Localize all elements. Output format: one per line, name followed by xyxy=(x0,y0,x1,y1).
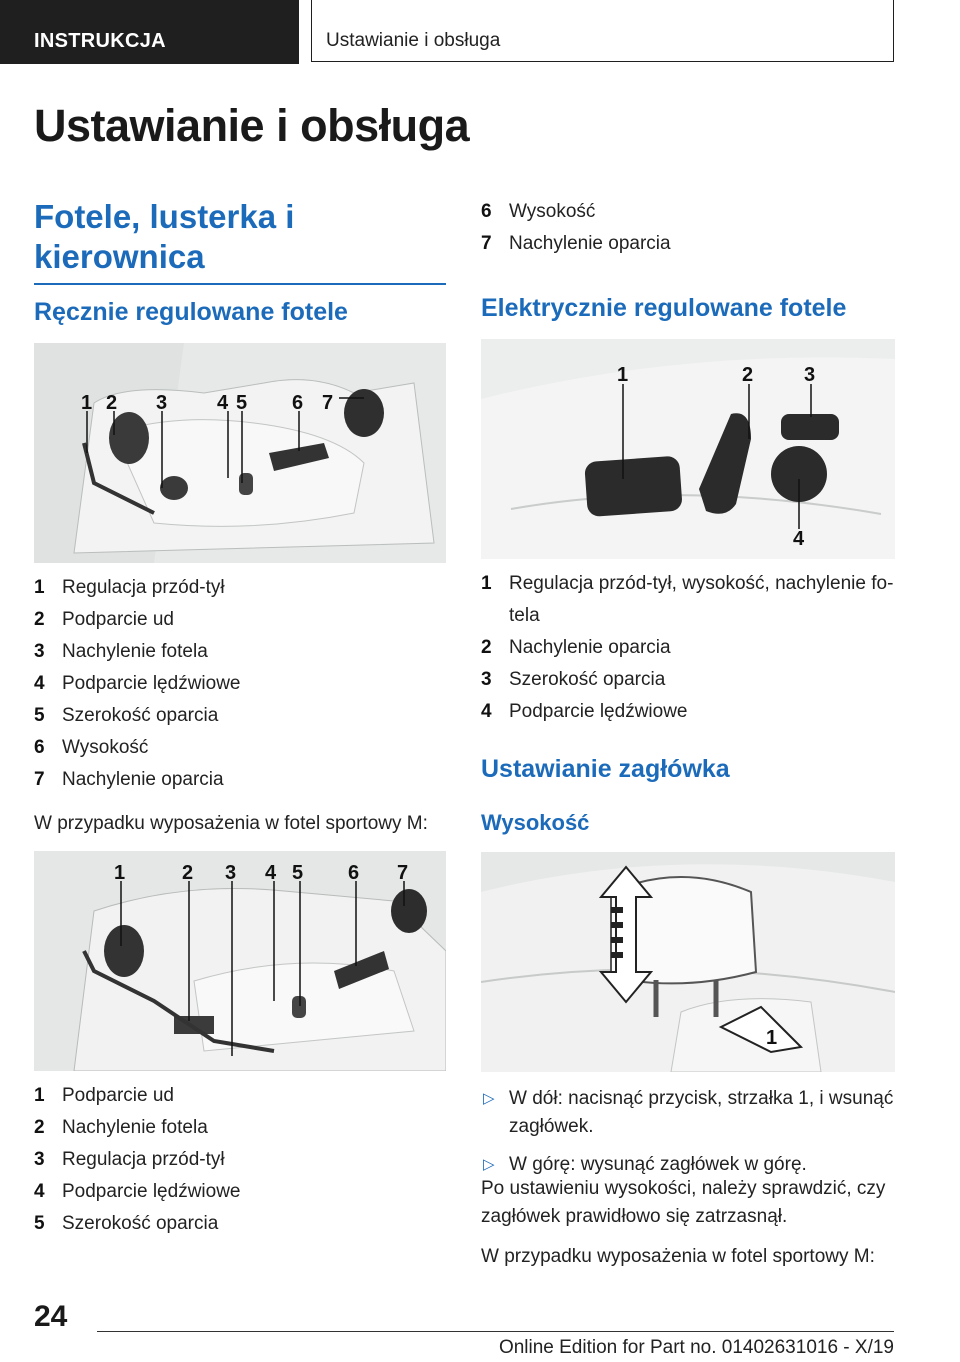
headrest-note: Po ustawieniu wysokości, należy sprawdzić, czy zagłówek prawidłowo się zatrzasnął. xyxy=(481,1178,886,1227)
footer-divider xyxy=(97,1331,894,1332)
section-title: Fotele, lusterka i kierownica xyxy=(34,197,446,285)
list-item: 2 Nachylenie oparcia xyxy=(481,637,671,658)
manual-seat-label: 3 xyxy=(156,392,168,414)
footer-edition: Online Edition for Part no. 01402631016 - X/19 xyxy=(498,1337,894,1358)
manual-seat-label: 7 xyxy=(322,392,334,414)
list-item: 5 Szerokość oparcia xyxy=(34,1213,219,1234)
manual-seat-label: 4 xyxy=(217,392,229,414)
headrest-heading: Ustawianie zagłówka xyxy=(481,755,730,783)
list-item: ▷ W górę: wysunąć zagłówek w górę. xyxy=(481,1151,897,1179)
manual-seat-label: 1 xyxy=(81,392,93,414)
list-item: 6 Wysokość xyxy=(481,201,596,222)
electric-seat-legend xyxy=(481,568,895,728)
list-item: 4 Podparcie lędźwiowe xyxy=(481,701,688,722)
electric-seat-label: 4 xyxy=(793,528,805,550)
manual-seat-image xyxy=(34,343,446,563)
list-item: 1 Regulacja przód-tył, wysokość, nachylenie fo-tela xyxy=(481,573,894,626)
list-item: 2 Nachylenie fotela xyxy=(34,1117,208,1138)
page-number: 24 xyxy=(34,1300,68,1333)
list-item: 7 Nachylenie oparcia xyxy=(481,233,671,254)
headrest-steps xyxy=(481,1085,897,1189)
list-item: 3 Nachylenie fotela xyxy=(34,641,208,662)
sport-seat-image xyxy=(34,851,446,1071)
electric-seats-heading: Elektrycznie regulowane fotele xyxy=(481,294,847,322)
list-item: 2 Podparcie ud xyxy=(34,609,174,630)
header-section-tab xyxy=(0,0,299,64)
electric-seat-label: 1 xyxy=(617,364,629,386)
list-item: 4 Podparcie lędźwiowe xyxy=(34,1181,241,1202)
electric-seat-image xyxy=(481,339,895,559)
list-item: 5 Szerokość oparcia xyxy=(34,705,219,726)
list-item: 7 Nachylenie oparcia xyxy=(34,769,224,790)
header-section-label: INSTRUKCJA xyxy=(34,30,166,52)
manual-seat-label: 5 xyxy=(236,392,248,414)
headrest-subheading: Wysokość xyxy=(481,810,590,835)
page-title: Ustawianie i obsługa xyxy=(34,100,470,151)
sport-seat-label: 2 xyxy=(182,862,194,884)
sport-seat-label: 3 xyxy=(225,862,237,884)
manual-seat-label: 6 xyxy=(292,392,304,414)
sport-seat-label: 4 xyxy=(265,862,277,884)
electric-seat-label: 3 xyxy=(804,364,816,386)
bullet-triangle-icon: ▷ xyxy=(483,1090,495,1107)
sport-seat-legend xyxy=(34,1080,446,1240)
headrest-image xyxy=(481,852,895,1072)
manual-seats-heading: Ręcznie regulowane fotele xyxy=(34,298,348,326)
sport-seat-note-right: W przypadku wyposażenia w fotel sportowy M: xyxy=(481,1246,875,1267)
list-item: 3 Regulacja przód-tył xyxy=(34,1149,225,1170)
bullet-triangle-icon: ▷ xyxy=(483,1156,495,1173)
list-item: 1 Regulacja przód-tył xyxy=(34,577,225,598)
headrest-label: 1 xyxy=(766,1027,778,1049)
list-item: 4 Podparcie lędźwiowe xyxy=(34,673,241,694)
sport-seat-label: 7 xyxy=(397,862,409,884)
manual-seat-label: 2 xyxy=(106,392,118,414)
manual-seat-legend xyxy=(34,572,446,796)
header-chapter-label: Ustawianie i obsługa xyxy=(326,30,501,51)
sport-seat-note-left: W przypadku wyposażenia w fotel sportowy M: xyxy=(34,813,428,834)
list-item: 3 Szerokość oparcia xyxy=(481,669,666,690)
sport-seat-label: 5 xyxy=(292,862,304,884)
sport-seat-legend-continued xyxy=(481,196,895,260)
sport-seat-label: 6 xyxy=(348,862,360,884)
list-item: 1 Podparcie ud xyxy=(34,1085,174,1106)
sport-seat-label: 1 xyxy=(114,862,126,884)
electric-seat-label: 2 xyxy=(742,364,754,386)
list-item: ▷ W dół: nacisnąć przycisk, strzałka 1, i wsunąć zagłówek. xyxy=(481,1085,897,1141)
list-item: 6 Wysokość xyxy=(34,737,149,758)
header-chapter-tab xyxy=(311,0,894,62)
